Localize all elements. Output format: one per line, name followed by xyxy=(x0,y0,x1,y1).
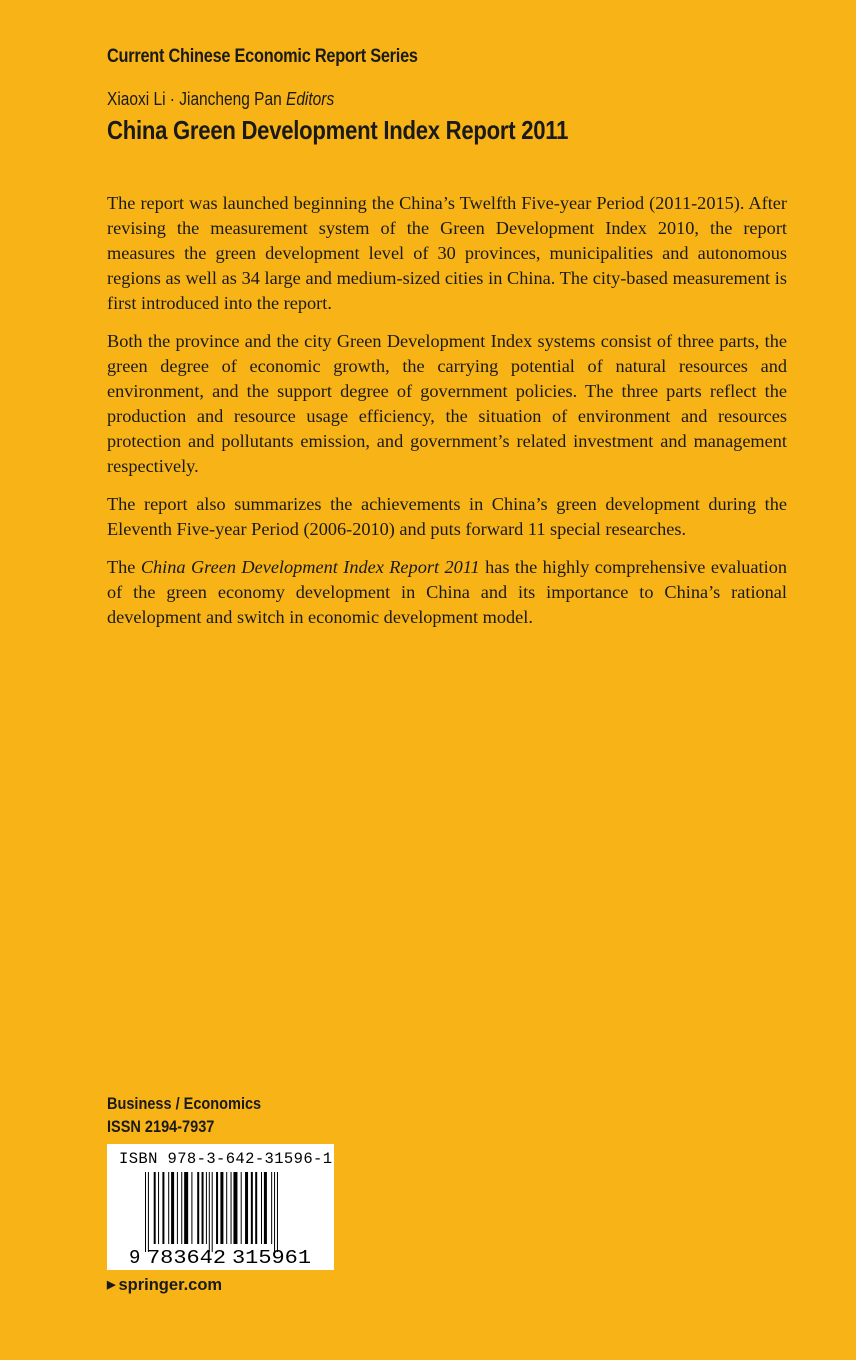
description-paragraph-3: The report also summarizes the achievements in China’s green development during the Eleventh Five-year Period (2006-2010) and puts forward 11 special researches. xyxy=(107,494,787,539)
barcode-bar xyxy=(241,1172,242,1244)
barcode-bar xyxy=(255,1172,257,1244)
barcode-bar xyxy=(261,1172,262,1244)
barcode-bar xyxy=(231,1172,232,1244)
description-paragraph-4 xyxy=(107,555,787,630)
p4-prefix: The xyxy=(107,557,141,577)
description-paragraph-2: Both the province and the city Green Development Index systems consist of three parts, the green degree of economic growth, the carrying potential of natural resources and environment, and the support degree of government policies. The three parts reflect the production and resource usage efficiency, the situation of environment and resources protection and pollutants emission, and government’s related investment and management respectively. xyxy=(107,331,787,476)
barcode-bar xyxy=(162,1172,164,1244)
barcode-graphic xyxy=(107,1144,334,1270)
description-paragraph-1: The report was launched beginning the China’s Twelfth Five-year Period (2011-2015). After revising the measurement system of the Green Development Index 2010, the report measures the green development level of 30 provinces, municipalities and autonomous regions as well as 34 large and medium-sized cities in China. The city-based measurement is first introduced into the report. xyxy=(107,193,787,313)
barcode-bars xyxy=(145,1172,278,1252)
barcode-bar xyxy=(245,1172,248,1244)
subject-category: Business / Economics xyxy=(107,1095,262,1113)
barcode-bar xyxy=(206,1172,207,1244)
barcode-bar xyxy=(271,1172,272,1244)
barcode-bar xyxy=(168,1172,169,1244)
isbn-barcode xyxy=(107,1144,334,1270)
barcode-bar xyxy=(277,1172,278,1252)
editor-names: Xiaoxi Li · Jiancheng Pan xyxy=(107,89,282,109)
barcode-bar xyxy=(209,1172,210,1252)
barcode-bar xyxy=(158,1172,159,1244)
isbn-label: ISBN 978-3-642-31596-1 xyxy=(119,1150,333,1168)
p4-suffix: has the highly comprehensive evaluation of the green economy development in China and its importance to China’s rational development and switch in economic development model. xyxy=(107,557,787,627)
arrow-right-icon: ▶ xyxy=(107,1279,116,1291)
publisher-link[interactable] xyxy=(107,1276,222,1295)
barcode-bar xyxy=(197,1172,199,1244)
editors-line xyxy=(107,89,334,110)
barcode-bar xyxy=(220,1172,223,1244)
description xyxy=(107,191,787,643)
barcode-bar xyxy=(177,1172,178,1244)
barcode-bar xyxy=(216,1172,218,1244)
barcode-bar xyxy=(181,1172,182,1244)
barcode-bar xyxy=(148,1172,149,1252)
issn: ISSN 2194-7937 xyxy=(107,1118,215,1136)
series-title: Current Chinese Economic Report Series xyxy=(107,46,418,67)
barcode-bar xyxy=(145,1172,146,1252)
barcode-bar xyxy=(154,1172,156,1244)
editors-role: Editors xyxy=(286,89,335,109)
barcode-digits-right: 315961 xyxy=(232,1247,311,1269)
barcode-bar xyxy=(233,1172,237,1244)
barcode-digits-left: 783642 xyxy=(147,1247,226,1269)
barcode-bar xyxy=(251,1172,253,1244)
barcode-bar xyxy=(264,1172,267,1244)
barcode-digit-lead: 9 xyxy=(129,1247,141,1269)
barcode-bar xyxy=(184,1172,188,1244)
barcode-bar xyxy=(226,1172,227,1244)
barcode-bar xyxy=(202,1172,204,1244)
p4-book-title: China Green Development Index Report 2011 xyxy=(140,557,480,577)
barcode-bar xyxy=(171,1172,174,1244)
barcode-bar xyxy=(191,1172,192,1244)
barcode-bar xyxy=(274,1172,275,1252)
book-title: China Green Development Index Report 2011 xyxy=(107,115,569,145)
publisher-link-text: springer.com xyxy=(118,1276,223,1294)
barcode-bar xyxy=(212,1172,213,1252)
